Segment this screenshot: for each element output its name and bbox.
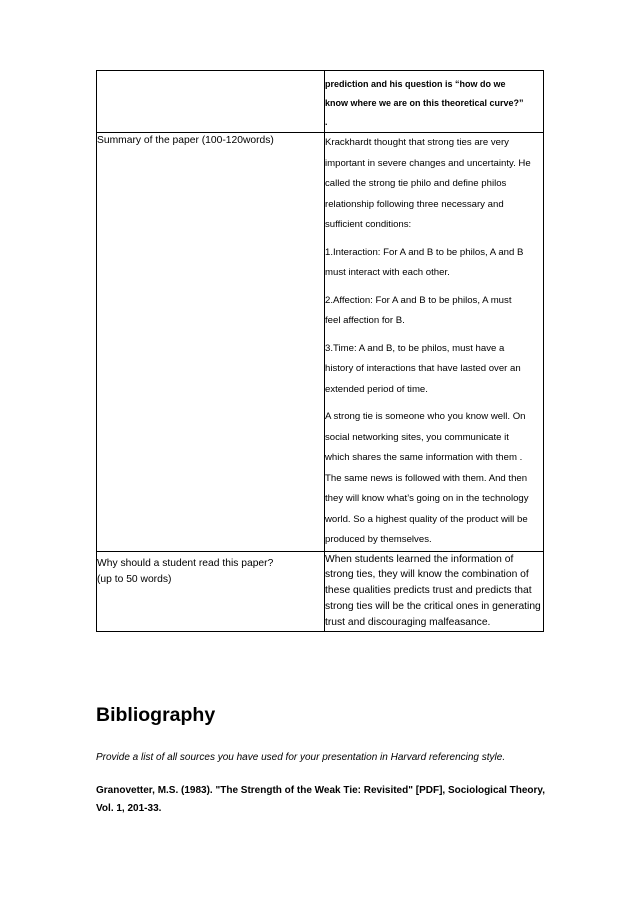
- bibliography-instruction: Provide a list of all sources you have used for your presentation in Harvard referencing style.: [96, 752, 506, 763]
- bibliography-heading: Bibliography: [96, 704, 216, 726]
- summary-paragraph: 2.Affection: For A and B to be philos, A must feel affection for B.: [325, 294, 512, 326]
- summary-label-cell: [97, 133, 325, 552]
- summary-paragraph: 1.Interaction: For A and B to be philos, A and B must interact with each other.: [325, 246, 524, 278]
- summary-paragraph: A strong tie is someone who you know well. On social networking sites, you communicate it which shares the same information with them . The same news is followed with them. And then they will know what’s going on in the technology world. So a highest quality of the product will be produced by themselves.: [325, 411, 529, 545]
- prediction-text: prediction and his question is “how do we know where we are on this theoretical curve?” .: [325, 79, 524, 127]
- summary-cell: [325, 133, 544, 552]
- bibliography-reference: Granovetter, M.S. (1983). "The Strength of the Weak Tie: Revisited" [PDF], Sociological Theory, Vol. 1, 201-33.: [96, 785, 546, 814]
- why-read-label: Why should a student read this paper?: [97, 557, 274, 569]
- table-row-summary: [97, 133, 544, 552]
- word-limit-label: (up to 50 words): [97, 573, 172, 585]
- paper-review-table: [96, 70, 544, 632]
- summary-paragraph: Krackhardt thought that strong ties are very important in severe changes and uncertainty. He called the strong tie philo and define philos relationship following three necessary and sufficient conditions:: [325, 137, 531, 230]
- summary-paragraph: 3.Time: A and B, to be philos, must have a history of interactions that have lasted over an extended period of time.: [325, 342, 521, 395]
- table-row-prediction: [97, 71, 544, 133]
- why-read-text: When students learned the information of strong ties, they will know the combination of these qualities predicts trust and predicts that strong ties will be the critical ones in generating trust and discouraging malfeasance.: [325, 553, 541, 629]
- empty-label-cell: [97, 71, 325, 133]
- prediction-cell: [325, 71, 544, 133]
- table-row-why-read: [97, 551, 544, 632]
- summary-label: Summary of the paper (100-120words): [97, 135, 274, 146]
- why-read-label-cell: [97, 551, 325, 632]
- why-read-cell: [325, 551, 544, 632]
